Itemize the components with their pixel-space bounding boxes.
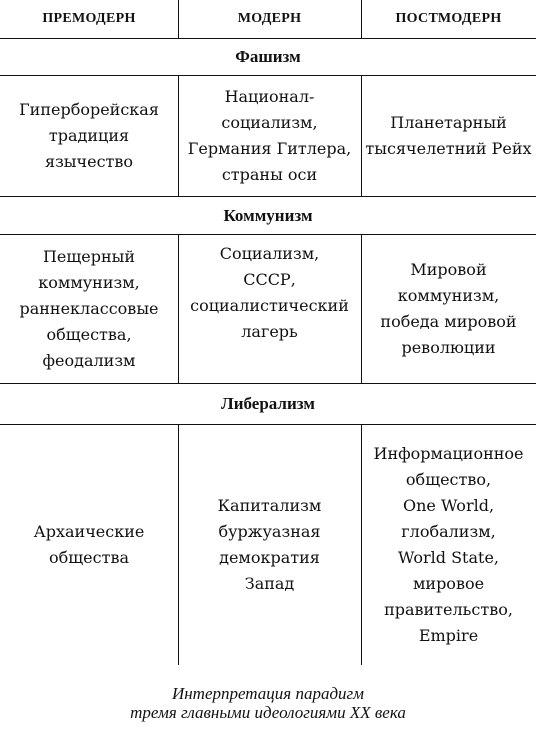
caption-line-2: тремя главными идеологиями XX века — [130, 703, 406, 722]
divider — [361, 235, 362, 383]
section-title-liberalism: Либерализм — [221, 394, 315, 413]
divider — [178, 425, 179, 665]
cell-communism-premodern: Пещерный коммунизм, раннеклассовые общества, феодализм — [19, 247, 159, 370]
divider — [361, 76, 362, 196]
cell-liberalism-premodern: Архаические общества — [33, 522, 145, 567]
cell-fascism-premodern: Гиперборейская традиция язычество — [19, 100, 159, 171]
column-header-postmodern: ПОСТМОДЕРН — [395, 11, 502, 26]
divider — [178, 0, 179, 38]
cell-fascism-modern: Национал- социализм, Германия Гитлера, страны оси — [187, 87, 352, 184]
table-caption — [0, 684, 536, 722]
divider — [361, 425, 362, 665]
cell-liberalism-postmodern: Информационное общество, One World, глобализм, World State, мировое правительство, Empire — [373, 444, 524, 645]
divider — [361, 0, 362, 38]
divider — [178, 76, 179, 196]
cell-communism-postmodern: Мировой коммунизм, победа мировой революции — [380, 260, 517, 357]
cell-fascism-postmodern: Планетарный тысячелетний Рейх — [365, 113, 532, 158]
column-header-premodern: ПРЕМОДЕРН — [42, 11, 136, 26]
section-title-fascism: Фашизм — [235, 47, 301, 66]
cell-liberalism-modern: Капитализм буржуазная демократия Запад — [217, 496, 322, 593]
cell-communism-modern: Социализм, СССР, социалистический лагерь — [190, 244, 349, 341]
section-title-communism: Коммунизм — [223, 205, 313, 225]
column-header-modern: МОДЕРН — [237, 11, 302, 26]
divider — [178, 235, 179, 383]
caption-line-1: Интерпретация парадигм — [171, 684, 365, 703]
